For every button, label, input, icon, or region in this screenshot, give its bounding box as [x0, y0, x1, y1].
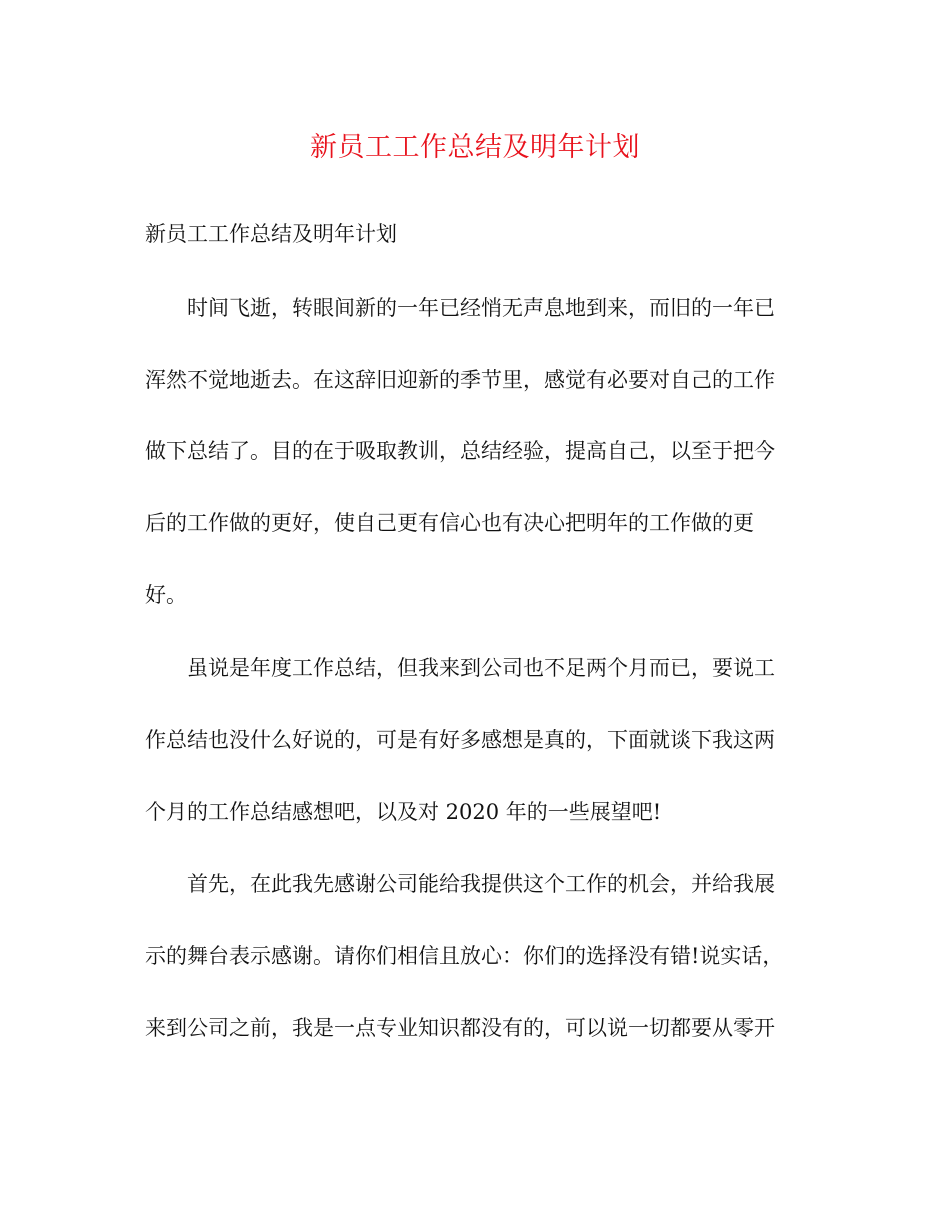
paragraph-3-line-1: 首先，在此我先感谢公司能给我提供这个工作的机会，并给我展	[187, 872, 775, 896]
paragraph-1-line-4: 后的工作做的更好，使自己更有信心也有决心把明年的工作做的更	[145, 511, 754, 535]
paragraph-1-line-2: 浑然不觉地逝去。在这辞旧迎新的季节里，感觉有必要对自己的工作	[145, 368, 775, 392]
paragraph-3-line-2: 示的舞台表示感谢。请你们相信且放心：你们的选择没有错!说实话，	[145, 944, 784, 968]
paragraph-1-line-1: 时间飞逝，转眼间新的一年已经悄无声息地到来，而旧的一年已	[187, 296, 775, 320]
paragraph-2-line-3: 个月的工作总结感想吧，以及对 2020 年的一些展望吧!	[145, 800, 662, 824]
paragraph-1-line-5: 好。	[145, 583, 187, 607]
paragraph-2-line-1: 虽说是年度工作总结，但我来到公司也不足两个月而已，要说工	[187, 656, 775, 680]
document-title: 新员工工作总结及明年计划	[310, 132, 640, 163]
document-subtitle: 新员工工作总结及明年计划	[145, 222, 397, 246]
paragraph-1-line-3: 做下总结了。目的在于吸取教训，总结经验，提高自己，以至于把今	[145, 439, 775, 463]
paragraph-2-line-2: 作总结也没什么好说的，可是有好多感想是真的，下面就谈下我这两	[145, 728, 775, 752]
paragraph-3-line-3: 来到公司之前，我是一点专业知识都没有的，可以说一切都要从零开	[145, 1016, 775, 1040]
